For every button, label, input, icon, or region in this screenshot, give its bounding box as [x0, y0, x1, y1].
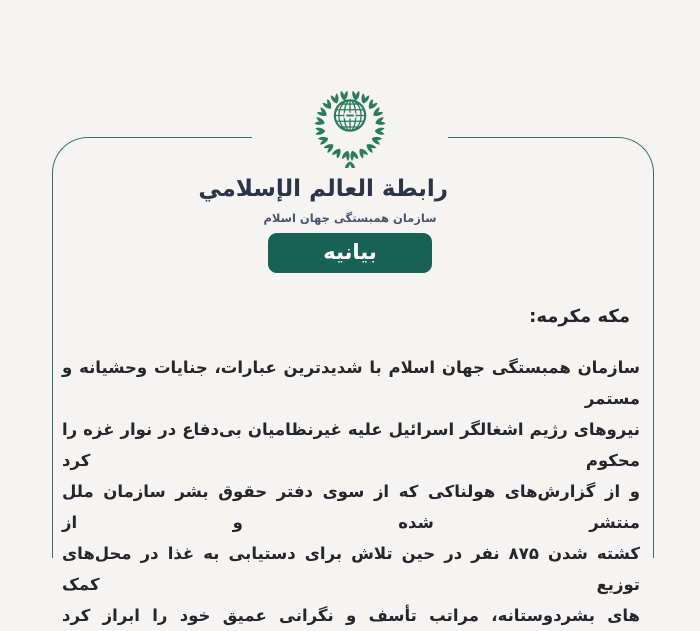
- statement-banner: بیانیه: [268, 233, 432, 273]
- arabic-calligraphy-title: رابطة العالم الإسلامي: [198, 176, 448, 202]
- statement-line: و از گزارش‌های هولناکی که از سوی دفتر حقوق بشر سازمان ملل منتشر شده و از: [62, 482, 640, 532]
- statement-line: های بشردوستانه، مراتب تأسف و نگرانی عمیق خود را ابراز کرد: [62, 606, 640, 625]
- statement-line: کشته شدن ۸۷۵ نفر در حین تلاش برای دستیابی به غذا در محل‌های توزیع کمک: [62, 544, 640, 594]
- statement-body: [62, 352, 640, 631]
- dateline-heading: مکه مکرمه:: [529, 306, 630, 327]
- globe-wreath-icon: [309, 86, 391, 168]
- statement-line: نیروهای رژیم اشغالگر اسرائیل علیه غیرنظامیان بی‌دفاع در نوار غزه را محکوم کرد: [62, 420, 640, 470]
- logo-block: [198, 86, 448, 275]
- statement-line: سازمان همبستگی جهان اسلام با شدیدترین عبارات، جنایات وحشیانه و مستمر: [62, 358, 640, 408]
- persian-subtitle: سازمان همبستگی جهان اسلام: [263, 211, 437, 225]
